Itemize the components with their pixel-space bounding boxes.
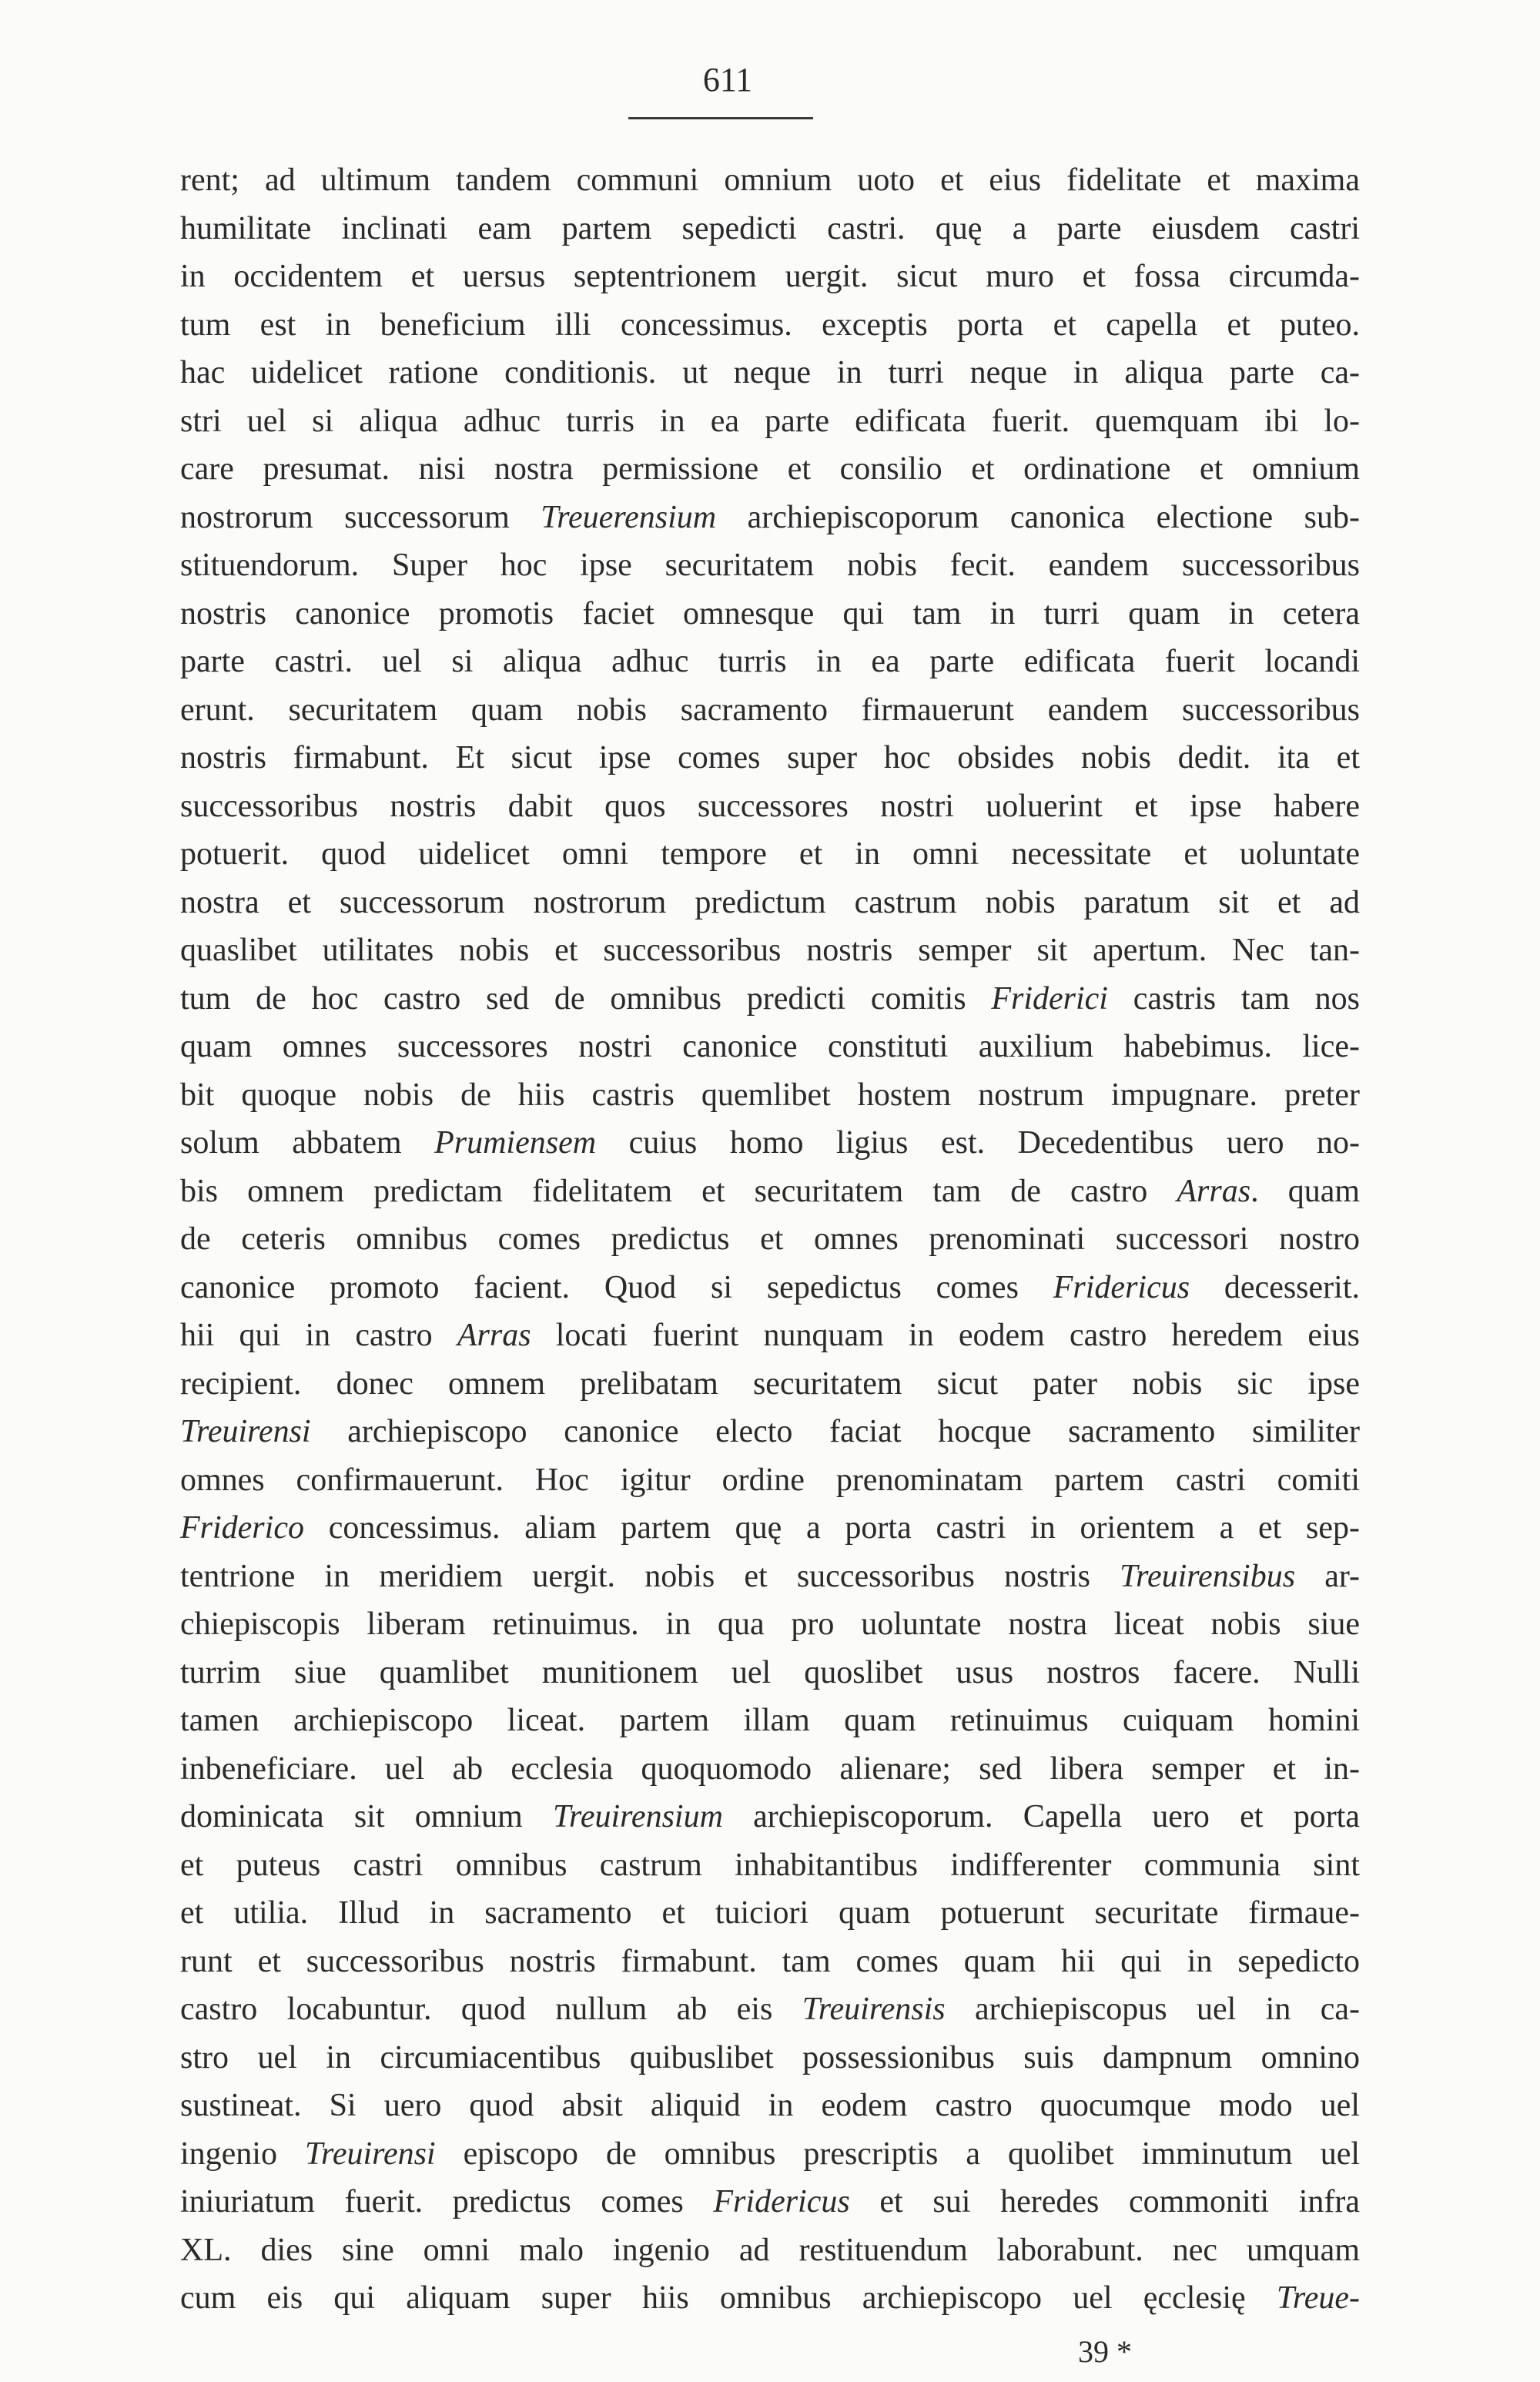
text-segment: successoribus nostris dabit quos successores nostri uoluerint et ipse habere [180,788,1360,824]
text-segment: turrim siue quamlibet munitionem uel quoslibet usus nostros facere. Nulli [180,1654,1360,1690]
text-segment: decesserit. [1190,1269,1360,1305]
page-number: 611 [702,61,753,99]
italic-name: Prumiensem [434,1125,597,1161]
text-segment: dominicata sit omnium [180,1799,553,1834]
text-segment: rent; ad ultimum tandem communi omnium uoto et eius fidelitate et maxima [180,162,1360,198]
text-segment: potuerit. quod uidelicet omni tempore et in omni necessitate et uoluntate [180,836,1360,872]
italic-name: Fridericus [713,2184,850,2220]
text-segment: sustineat. Si uero quod absit aliquid in eodem castro quocumque modo uel [180,2088,1360,2123]
italic-name: Friderico [180,1510,304,1546]
text-segment: tum de hoc castro sed de omnibus predicti comitis [180,980,992,1017]
text-segment: stro uel in circumiacentibus quibuslibet possessionibus suis dampnum omnino [180,2039,1360,2075]
text-line [180,1889,1360,1938]
text-segment: bis omnem predictam fidelitatem et securitatem tam de castro [180,1173,1177,1209]
text-line [180,2274,1360,2323]
text-line [180,1600,1360,1649]
text-segment: archiepiscoporum canonica electione sub- [716,499,1360,535]
text-segment: cuius homo ligius est. Decedentibus uero no- [596,1125,1360,1161]
italic-name: Treuirensium [553,1799,723,1834]
text-segment: solum abbatem [180,1125,435,1161]
text-segment: castro locabuntur. quod nullum ab eis [180,1992,802,2027]
text-line [180,1264,1360,1312]
text-segment: archiepiscopo canonice electo faciat hocque sacramento similiter [310,1414,1360,1449]
text-line [180,1119,1360,1168]
text-segment: et utilia. Illud in sacramento et tuiciori quam potuerunt securitate firmaue- [180,1895,1360,1931]
document-body [180,156,1360,2323]
text-segment: tamen archiepiscopo liceat. partem illam quam retinuimus cuiquam homini [180,1703,1360,1738]
text-segment: concessimus. aliam partem quę a porta castri in orientem a et sep- [303,1510,1360,1546]
italic-name: Arras [457,1318,531,1353]
text-segment: runt et successoribus nostris firmabunt. tam comes quam hii qui in sepedicto [180,1943,1360,1979]
text-line [180,975,1360,1023]
text-line [180,1408,1360,1456]
text-segment: . quam [1250,1173,1361,1209]
text-line [180,590,1360,638]
text-segment: cum eis qui aliquam super hiis omnibus archiepiscopo uel ęcclesię [180,2280,1277,2316]
text-segment: de ceteris omnibus comes predictus et omnes prenominati successori nostro [180,1221,1360,1257]
text-line [180,2226,1360,2275]
text-segment: iniuriatum fuerit. predictus comes [180,2184,714,2220]
text-segment: omnes confirmauerunt. Hoc igitur ordine prenominatam partem castri comiti [180,1462,1360,1498]
text-segment: humilitate inclinati eam partem sepedicti castri. quę a parte eiusdem castri [180,210,1360,246]
text-line [180,1168,1360,1216]
text-segment: et puteus castri omnibus castrum inhabitantibus indifferenter communia sint [180,1847,1360,1883]
text-line [180,1841,1360,1890]
text-line [180,1697,1360,1745]
text-line [180,494,1360,542]
text-line [180,2178,1360,2226]
text-segment: locati fuerint nunquam in eodem castro heredem eius [531,1318,1360,1353]
italic-name: Treuirensis [802,1992,946,2027]
text-line [180,686,1360,735]
italic-name: Treuirensibus [1120,1558,1296,1594]
text-line [180,1553,1360,1601]
text-segment: chiepiscopis liberam retinuimus. in qua pro uoluntate nostra liceat nobis siue [180,1606,1360,1642]
text-line [180,1071,1360,1120]
text-segment: ar- [1295,1558,1360,1594]
text-segment: care presumat. nisi nostra permissione et consilio et ordinatione et omnium [180,451,1360,487]
text-segment: archiepiscoporum. Capella uero et porta [722,1799,1360,1834]
italic-name: Treue- [1276,2280,1360,2316]
text-line [180,2130,1360,2179]
text-segment: hac uidelicet ratione conditionis. ut neque in turri neque in aliqua parte ca- [180,355,1360,390]
text-line [180,1985,1360,2034]
text-segment: hii qui in castro [180,1318,457,1353]
text-segment: erunt. securitatem quam nobis sacramento firmauerunt eandem successoribus [180,692,1360,728]
text-line [180,1456,1360,1505]
text-line [180,253,1360,301]
text-line [180,1745,1360,1794]
italic-name: Friderici [991,980,1108,1017]
text-line [180,1360,1360,1409]
text-segment: et sui heredes commoniti infra [849,2184,1360,2220]
text-line [180,1504,1360,1553]
text-line [180,734,1360,782]
text-segment: canonice promoto facient. Quod si sepedictus comes [180,1269,1053,1305]
italic-name: Fridericus [1053,1269,1190,1305]
text-line [180,1649,1360,1697]
text-line [180,397,1360,446]
text-line [180,445,1360,494]
text-line [180,205,1360,253]
text-segment: stituendorum. Super hoc ipse securitatem nobis fecit. eandem successoribus [180,548,1360,583]
italic-name: Arras [1177,1173,1251,1209]
text-line [180,349,1360,397]
text-line [180,301,1360,350]
text-segment: quaslibet utilitates nobis et successoribus nostris semper sit apertum. Nec tan- [180,933,1360,968]
italic-name: Treuerensium [541,499,717,535]
header-rule [628,117,813,119]
text-line [180,830,1360,879]
text-segment: parte castri. uel si aliqua adhuc turris in ea parte edificata fuerit locandi [180,644,1360,679]
text-line [180,1938,1360,1986]
signature-mark: 39 * [1078,2334,1132,2369]
text-line [180,1793,1360,1841]
text-line [180,1312,1360,1360]
text-segment: inbeneficiare. uel ab ecclesia quoquomodo alienare; sed libera semper et in- [180,1750,1360,1787]
text-segment: nostris firmabunt. Et sicut ipse comes super hoc obsides nobis dedit. ita et [180,740,1360,776]
text-line [180,638,1360,686]
italic-name: Treuirensi [180,1414,311,1449]
text-segment: recipient. donec omnem prelibatam securitatem sicut pater nobis sic ipse [180,1365,1360,1402]
text-segment: castris tam nos [1107,980,1361,1017]
text-line [180,156,1360,205]
text-segment: tum est in beneficium illi concessimus. exceptis porta et capella et puteo. [180,307,1360,343]
text-line [180,1215,1360,1264]
text-line [180,2034,1360,2082]
text-segment: nostris canonice promotis faciet omnesque qui tam in turri quam in cetera [180,595,1360,632]
text-line [180,782,1360,831]
text-segment: ingenio [180,2136,306,2172]
text-line [180,926,1360,975]
text-segment: bit quoque nobis de hiis castris quemlibet hostem nostrum impugnare. preter [180,1077,1360,1113]
text-segment: in occidentem et uersus septentrionem uergit. sicut muro et fossa circumda- [180,259,1360,294]
text-line [180,2082,1360,2130]
text-segment: stri uel si aliqua adhuc turris in ea parte edificata fuerit. quemquam ibi lo- [180,403,1360,439]
italic-name: Treuirensi [305,2136,436,2172]
text-line [180,1023,1360,1071]
text-line [180,541,1360,590]
text-segment: XL. dies sine omni malo ingenio ad restituendum laborabunt. nec umquam [180,2232,1360,2268]
text-segment: quam omnes successores nostri canonice constituti auxilium habebimus. lice- [180,1029,1360,1064]
text-segment: nostra et successorum nostrorum predictum castrum nobis paratum sit et ad [180,884,1360,920]
text-segment: tentrione in meridiem uergit. nobis et successoribus nostris [180,1558,1120,1594]
text-segment: episcopo de omnibus prescriptis a quolibet imminutum uel [435,2136,1361,2172]
text-segment: nostrorum successorum [180,499,541,535]
text-segment: archiepiscopus uel in ca- [945,1992,1360,2027]
text-line [180,879,1360,927]
